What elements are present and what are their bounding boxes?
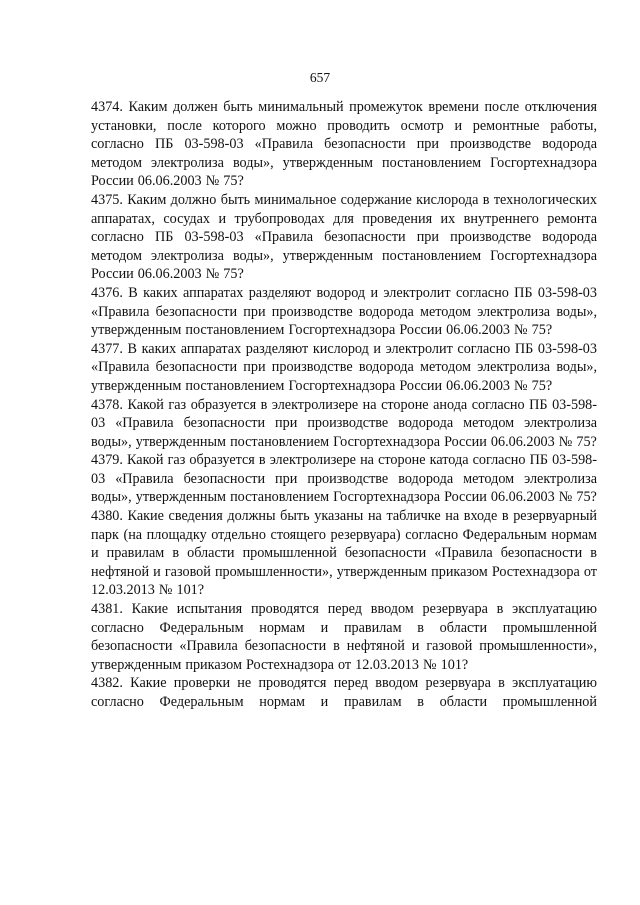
question-4374: 4374. Каким должен быть минимальный промежуток времени после отключения установки, после которого можно проводить осмотр и ремонтные работы, согласно ПБ 03-598-03 «Правила безопасности при производстве водорода методом электролиза воды», утвержденным постановлением Госгортехнадзора России 06.06.2003 № 75? bbox=[91, 99, 597, 190]
question-4380: 4380. Какие сведения должны быть указаны на табличке на входе в резервуарный парк (на площадку отдельно стоящего резервуара) согласно Федеральным нормам и правилам в области промышленной безопасности «Правила безопасности в нефтяной и газовой промышленности», утвержденным приказом Ростехнадзора от 12.03.2013 № 101? bbox=[91, 508, 597, 599]
question-4376: 4376. В каких аппаратах разделяют водород и электролит согласно ПБ 03-598-03 «Правила безопасности при производстве водорода методом электролиза воды», утвержденным постановлением Госгортехнадзора России 06.06.2003 № 75? bbox=[91, 284, 597, 339]
question-4379: 4379. Какой газ образуется в электролизере на стороне катода согласно ПБ 03-598-03 «Правила безопасности при производстве водорода методом электролиза воды», утвержденным постановлением Госгортехнадзора России 06.06.2003 № 75? bbox=[91, 452, 597, 506]
question-4377: 4377. В каких аппаратах разделяют кислород и электролит согласно ПБ 03-598-03 «Правила безопасности при производстве водорода методом электролиза воды», утвержденным постановлением Госгортехнадзора России 06.06.2003 № 75? bbox=[91, 340, 597, 394]
question-4378: 4378. Какой газ образуется в электролизере на стороне анода согласно ПБ 03-598-03 «Правила безопасности при производстве водорода методом электролиза воды», утвержденным постановлением Госгортехнадзора России 06.06.2003 № 75? bbox=[91, 396, 597, 450]
question-list bbox=[91, 98, 597, 712]
question-4375: 4375. Каким должно быть минимальное содержание кислорода в технологических аппаратах, сосудах и трубопроводах для проведения их внутреннего ремонта согласно ПБ 03-598-03 «Правила безопасности при производстве водорода методом электролиза воды», утвержденным постановлением Госгортехнадзора России 06.06.2003 № 75? bbox=[91, 191, 597, 283]
page-number: 657 bbox=[309, 70, 331, 85]
question-4381: 4381. Какие испытания проводятся перед вводом резервуара в эксплуатацию согласно Федеральным нормам и правилам в области промышленной безопасности «Правила безопасности в нефтяной и газовой промышленности», утвержденным приказом Ростехнадзора от 12.03.2013 № 101? bbox=[91, 601, 597, 673]
question-4382: 4382. Какие проверки не проводятся перед вводом резервуара в эксплуатацию согласно Федеральным нормам и правилам в области промышленной bbox=[91, 675, 597, 710]
